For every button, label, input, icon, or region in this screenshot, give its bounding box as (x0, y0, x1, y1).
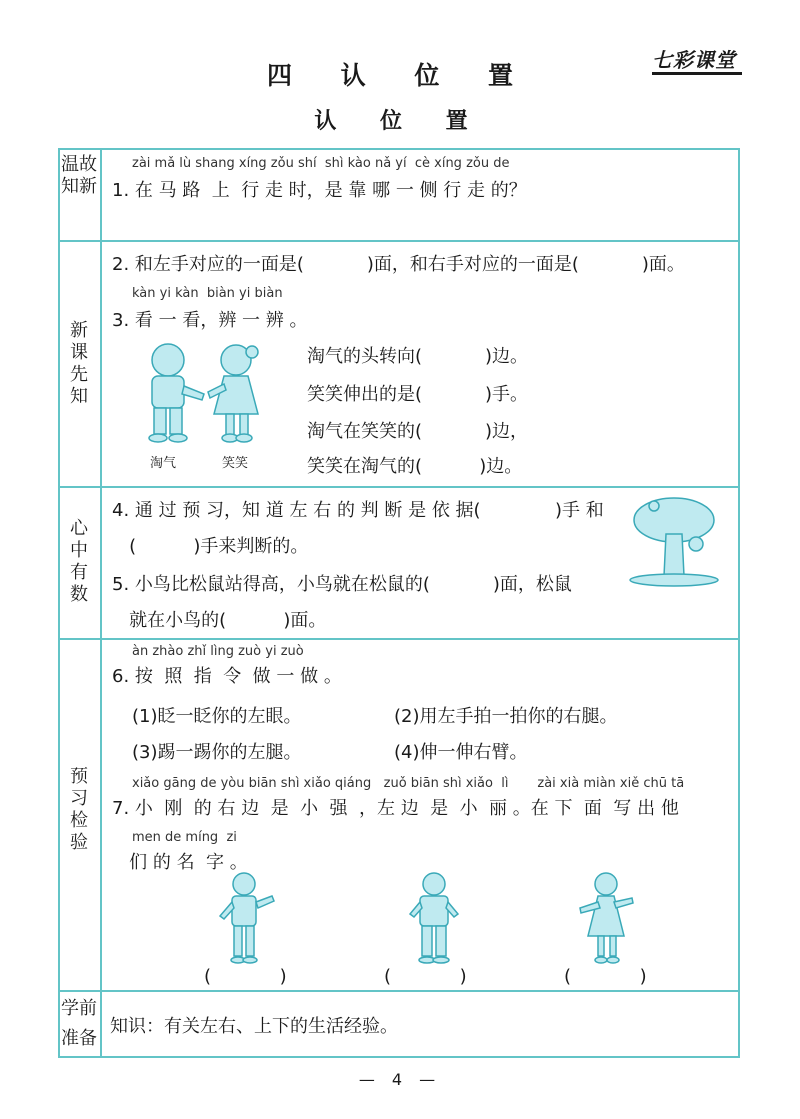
q6-item-2: (2)用左手拍一拍你的右腿。 (394, 706, 618, 727)
q4-line-1: 4. 通 过 预 习，知 道 左 右 的 判 断 是 依 据( )手 和 (112, 500, 604, 521)
section-label-review: 温故知新 (61, 154, 97, 197)
q2-text: 2. 和左手对应的一面是( )面，和右手对应的一面是( )面。 (112, 254, 685, 275)
brand-underline (652, 72, 742, 75)
q1-pinyin: zài mǎ lù shang xíng zǒu shí shì kào nǎ yí cè xíng zǒu de (132, 156, 510, 171)
q3-line-3: 淘气在笑笑的( )边， (307, 421, 528, 442)
page-subtitle: 认 位 置 (314, 109, 486, 134)
section-label-check: 预习检验 (70, 766, 88, 853)
tree-bird-squirrel-illustration (624, 494, 724, 588)
label-column-divider (100, 148, 102, 1058)
section-label-know: 心中有数 (70, 518, 88, 605)
q6-item-1: (1)眨一眨你的左眼。 (132, 706, 302, 727)
child-figure-middle (400, 870, 470, 966)
child-figure-left (210, 870, 280, 966)
q6-item-3: (3)踢一踢你的左腿。 (132, 742, 302, 763)
brand-logo: 七彩课堂 (652, 48, 736, 72)
section-divider-4 (58, 990, 740, 992)
q3-text: 3. 看 一 看，辨 一 辨 。 (112, 310, 308, 331)
q6-pinyin: àn zhào zhǐ lìng zuò yi zuò (132, 644, 304, 659)
section-divider-3 (58, 638, 740, 640)
taoqi-xiaoxiao-illustration (128, 338, 278, 448)
name-blank-left[interactable]: ( ) (204, 966, 287, 987)
q7-text-2: 们 的 名 字 。 (112, 852, 248, 873)
q7-pinyin-1: xiǎo gāng de yòu biān shì xiǎo qiáng zuǒ biān shì xiǎo lì zài xià miàn xiě chū tā (132, 776, 685, 791)
q3-line-1: 淘气的头转向( )边。 (307, 346, 528, 367)
section-divider-1 (58, 240, 740, 242)
page-number: — 4 — (358, 1070, 442, 1089)
q6-item-4: (4)伸一伸右臂。 (394, 742, 528, 763)
section-label-preview: 新课先知 (70, 320, 88, 407)
q6-text: 6. 按 照 指 令 做 一 做 。 (112, 666, 342, 687)
caption-taoqi: 淘气 (150, 456, 177, 471)
section-label-prep: 学前准备 (61, 998, 97, 1049)
caption-xiaoxiao: 笑笑 (222, 456, 249, 471)
q5-line-1: 5. 小鸟比松鼠站得高，小鸟就在松鼠的( )面，松鼠 (112, 574, 572, 595)
name-blank-right[interactable]: ( ) (564, 966, 647, 987)
name-blank-middle[interactable]: ( ) (384, 966, 467, 987)
q1-text: 1. 在 马 路 上 行 走 时，是 靠 哪 一 侧 行 走 的？ (112, 180, 527, 201)
q3-line-4: 笑笑在淘气的( )边。 (307, 456, 523, 477)
section-divider-2 (58, 486, 740, 488)
q7-text-1: 7. 小 刚 的 右 边 是 小 强 ，左 边 是 小 丽 。在 下 面 写 出 他 (112, 798, 679, 819)
q4-line-2: ( )手来判断的。 (112, 536, 309, 557)
child-figure-right (572, 870, 642, 966)
q7-pinyin-2: men de míng zi (132, 830, 237, 845)
page-title: 四 认 位 置 (266, 61, 534, 90)
q3-pinyin: kàn yi kàn biàn yi biàn (132, 286, 283, 301)
q5-line-2: 就在小鸟的( )面。 (112, 610, 327, 631)
prep-knowledge-text: 知识：有关左右、上下的生活经验。 (110, 1016, 398, 1037)
q3-line-2: 笑笑伸出的是( )手。 (307, 384, 528, 405)
